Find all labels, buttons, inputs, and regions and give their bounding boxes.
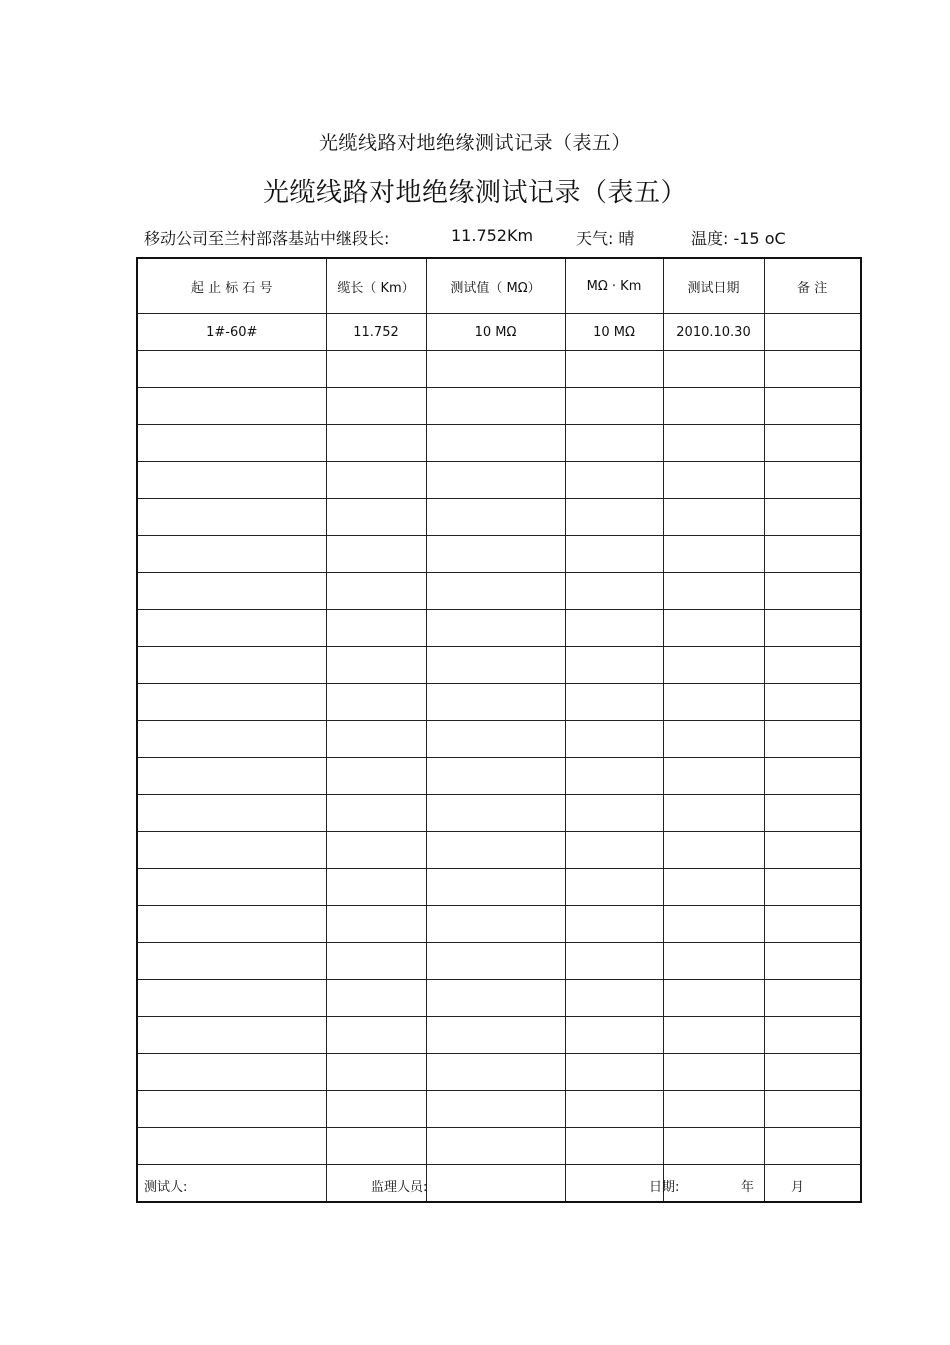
table-row: [137, 906, 861, 943]
cell-mohm-km: [565, 462, 663, 499]
cell-remarks: [764, 536, 861, 573]
cell-cable-length: [326, 610, 426, 647]
cell-cable-length: [326, 980, 426, 1017]
cell-mohm-km: [565, 980, 663, 1017]
table-row: [137, 610, 861, 647]
cell-mohm-km: [565, 647, 663, 684]
cell-mohm-km: [565, 906, 663, 943]
table-row: [137, 795, 861, 832]
cell-test-value: [426, 351, 565, 388]
cell-milestone: [137, 906, 326, 943]
cell-test-date: [663, 536, 764, 573]
cell-test-value: [426, 610, 565, 647]
section-length: 11.752Km: [451, 226, 534, 245]
header-cable-length: 缆长（ Km）: [326, 258, 426, 314]
cell-test-date: [663, 1128, 764, 1165]
cell-test-date: [663, 980, 764, 1017]
header-test-value: 测试值（ MΩ）: [426, 258, 565, 314]
header-mohm-km: MΩ · Km: [565, 258, 663, 314]
cell-test-date: [663, 499, 764, 536]
cell-remarks: [764, 795, 861, 832]
table-row: [137, 1091, 861, 1128]
table-row: [137, 388, 861, 425]
cell-cable-length: [326, 647, 426, 684]
cell-mohm-km: 10 MΩ: [565, 314, 663, 351]
cell-milestone: [137, 1091, 326, 1128]
page-subtitle: 光缆线路对地绝缘测试记录（表五）: [318, 132, 631, 154]
cell-mohm-km: [565, 1054, 663, 1091]
cell-test-value: [426, 536, 565, 573]
cell-test-value: [426, 721, 565, 758]
cell-test-date: [663, 610, 764, 647]
cell-remarks: [764, 314, 861, 351]
header-test-date: 测试日期: [663, 258, 764, 314]
supervisor-label: 监理人员:: [371, 1180, 428, 1195]
cell-cable-length: 11.752: [326, 314, 426, 351]
cell-cable-length: [326, 721, 426, 758]
table-row: [137, 980, 861, 1017]
cell-cable-length: [326, 906, 426, 943]
cell-remarks: [764, 1091, 861, 1128]
cell-milestone: [137, 351, 326, 388]
header-milestone: 起 止 标 石 号: [137, 258, 326, 314]
cell-mohm-km: [565, 1017, 663, 1054]
section-label: 移动公司至兰村部落基站中继段长:: [144, 229, 390, 248]
cell-mohm-km: [565, 832, 663, 869]
table-row: [137, 684, 861, 721]
month-label: 月: [791, 1180, 805, 1195]
cell-mohm-km: [565, 536, 663, 573]
cell-test-date: [663, 573, 764, 610]
cell-mohm-km: [565, 351, 663, 388]
cell-milestone: [137, 869, 326, 906]
table-row: [137, 758, 861, 795]
cell-milestone: [137, 388, 326, 425]
table-row: [137, 462, 861, 499]
header-remarks: 备 注: [764, 258, 861, 314]
cell-mohm-km: [565, 869, 663, 906]
cell-milestone: [137, 1054, 326, 1091]
cell-milestone: [137, 647, 326, 684]
date-label: 日期:: [649, 1180, 680, 1195]
cell-mohm-km: [565, 610, 663, 647]
cell-milestone: [137, 721, 326, 758]
table-header-row: [137, 258, 861, 314]
cell-test-value: [426, 980, 565, 1017]
cell-mohm-km: [565, 721, 663, 758]
cell-milestone: [137, 1128, 326, 1165]
cell-test-value: [426, 1017, 565, 1054]
cell-remarks: [764, 684, 861, 721]
cell-test-value: [426, 425, 565, 462]
cell-test-value: 10 MΩ: [426, 314, 565, 351]
cell-remarks: [764, 647, 861, 684]
table-row: [137, 721, 861, 758]
cell-test-date: [663, 832, 764, 869]
cell-cable-length: [326, 462, 426, 499]
table-row: [137, 351, 861, 388]
cell-test-value: [426, 1128, 565, 1165]
weather: 天气: 晴: [576, 229, 635, 248]
cell-remarks: [764, 499, 861, 536]
cell-test-date: [663, 462, 764, 499]
cell-remarks: [764, 1054, 861, 1091]
cell-milestone: [137, 536, 326, 573]
cell-remarks: [764, 388, 861, 425]
cell-cable-length: [326, 684, 426, 721]
cell-test-date: [663, 1091, 764, 1128]
cell-mohm-km: [565, 758, 663, 795]
cell-remarks: [764, 610, 861, 647]
cell-cable-length: [326, 758, 426, 795]
cell-remarks: [764, 980, 861, 1017]
cell-remarks: [764, 1128, 861, 1165]
cell-test-date: [663, 943, 764, 980]
cell-test-date: [663, 758, 764, 795]
table-row: [137, 314, 861, 351]
cell-remarks: [764, 1017, 861, 1054]
cell-cable-length: [326, 1128, 426, 1165]
table-row: [137, 869, 861, 906]
table-row: [137, 943, 861, 980]
cell-test-value: [426, 647, 565, 684]
cell-test-date: [663, 388, 764, 425]
cell-test-value: [426, 684, 565, 721]
cell-milestone: [137, 795, 326, 832]
cell-milestone: [137, 684, 326, 721]
cell-milestone: [137, 499, 326, 536]
table-row: [137, 573, 861, 610]
cell-test-value: [426, 462, 565, 499]
cell-test-date: [663, 795, 764, 832]
cell-test-date: [663, 1054, 764, 1091]
cell-remarks: [764, 351, 861, 388]
cell-test-value: [426, 573, 565, 610]
test-record-table: [136, 257, 862, 1203]
cell-remarks: [764, 869, 861, 906]
cell-cable-length: [326, 573, 426, 610]
table-row: [137, 425, 861, 462]
cell-remarks: [764, 758, 861, 795]
cell-cable-length: [326, 425, 426, 462]
table-row: [137, 1017, 861, 1054]
cell-cable-length: [326, 869, 426, 906]
cell-remarks: [764, 832, 861, 869]
table-row: [137, 536, 861, 573]
cell-mohm-km: [565, 684, 663, 721]
cell-cable-length: [326, 943, 426, 980]
cell-test-value: [426, 832, 565, 869]
cell-cable-length: [326, 1017, 426, 1054]
cell-cable-length: [326, 1054, 426, 1091]
cell-cable-length: [326, 832, 426, 869]
cell-test-date: [663, 906, 764, 943]
cell-test-date: [663, 351, 764, 388]
cell-mohm-km: [565, 499, 663, 536]
cell-cable-length: [326, 499, 426, 536]
cell-mohm-km: [565, 1091, 663, 1128]
table-row: [137, 832, 861, 869]
year-label: 年: [741, 1180, 755, 1195]
cell-test-date: 2010.10.30: [663, 314, 764, 351]
table-row: [137, 1054, 861, 1091]
cell-milestone: [137, 573, 326, 610]
cell-milestone: [137, 943, 326, 980]
cell-mohm-km: [565, 573, 663, 610]
tester-label: 测试人:: [144, 1180, 188, 1195]
cell-mohm-km: [565, 943, 663, 980]
cell-mohm-km: [565, 1128, 663, 1165]
cell-milestone: 1#-60#: [137, 314, 326, 351]
cell-milestone: [137, 832, 326, 869]
cell-cable-length: [326, 351, 426, 388]
cell-test-date: [663, 647, 764, 684]
cell-milestone: [137, 980, 326, 1017]
cell-remarks: [764, 425, 861, 462]
cell-mohm-km: [565, 388, 663, 425]
cell-cable-length: [326, 1091, 426, 1128]
cell-test-date: [663, 684, 764, 721]
cell-remarks: [764, 943, 861, 980]
cell-milestone: [137, 610, 326, 647]
cell-test-value: [426, 1091, 565, 1128]
page-title: 光缆线路对地绝缘测试记录（表五）: [262, 178, 687, 208]
cell-test-date: [663, 869, 764, 906]
cell-test-value: [426, 795, 565, 832]
cell-cable-length: [326, 536, 426, 573]
cell-remarks: [764, 721, 861, 758]
cell-test-value: [426, 943, 565, 980]
cell-remarks: [764, 462, 861, 499]
cell-test-value: [426, 906, 565, 943]
table-row: [137, 499, 861, 536]
signature-footer: [0, 1176, 950, 1196]
cell-test-date: [663, 425, 764, 462]
cell-test-value: [426, 758, 565, 795]
info-line: [0, 226, 950, 250]
cell-milestone: [137, 1017, 326, 1054]
cell-milestone: [137, 758, 326, 795]
table-row: [137, 647, 861, 684]
cell-remarks: [764, 906, 861, 943]
cell-test-date: [663, 721, 764, 758]
cell-mohm-km: [565, 425, 663, 462]
cell-test-value: [426, 388, 565, 425]
temperature: 温度: -15 oC: [691, 229, 786, 248]
cell-cable-length: [326, 388, 426, 425]
cell-milestone: [137, 462, 326, 499]
cell-test-value: [426, 869, 565, 906]
table-row: [137, 1128, 861, 1165]
cell-remarks: [764, 573, 861, 610]
cell-test-value: [426, 1054, 565, 1091]
cell-milestone: [137, 425, 326, 462]
cell-cable-length: [326, 795, 426, 832]
cell-mohm-km: [565, 795, 663, 832]
cell-test-value: [426, 499, 565, 536]
cell-test-date: [663, 1017, 764, 1054]
